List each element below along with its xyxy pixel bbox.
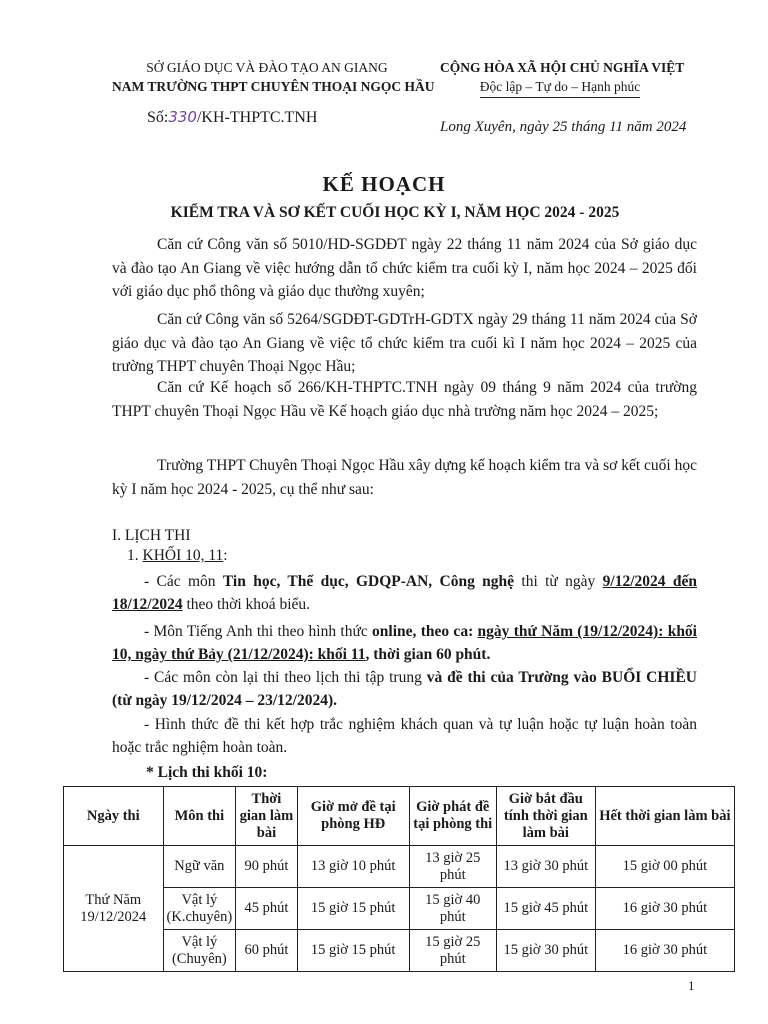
table-cell: 15 giờ 15 phút (297, 930, 409, 972)
document-number: Số:330/KH-THPTC.TNH (147, 108, 318, 126)
national-header (440, 58, 685, 98)
bullet-subjects: - Các môn Tin học, Thể dục, GDQP-AN, Công nghệ thi từ ngày 9/12/2024 đến 18/12/2024 theo thời khoá biểu. (112, 573, 698, 613)
table-cell: 90 phút (236, 846, 298, 888)
header-cell: Giờ phát đề tại phòng thi (409, 787, 496, 846)
basis-paragraph-3: Căn cứ Kế hoạch số 266/KH-THPTC.TNH ngày 09 tháng 9 năm 2024 của trường THPT chuyên Thoại Ngọc Hầu về Kế hoạch giáo dục nhà trường năm học 2024 – 2025; (112, 379, 697, 420)
table-cell: 16 giờ 30 phút (595, 888, 734, 930)
table-cell: 13 giờ 10 phút (297, 846, 409, 888)
section-heading: I. LỊCH THI (112, 527, 191, 544)
handwritten-number: 330 (168, 108, 197, 126)
header-cell: Hết thời gian làm bài (595, 787, 734, 846)
document-title: KẾ HOẠCH (322, 172, 446, 196)
table-cell: 13 giờ 30 phút (496, 846, 595, 888)
header-cell: Giờ mở đề tại phòng HĐ (297, 787, 409, 846)
department-name: SỞ GIÁO DỤC VÀ ĐÀO TẠO AN GIANG (146, 60, 388, 75)
table-row (64, 888, 735, 930)
school-name: NAM TRƯỜNG THPT CHUYÊN THOẠI NGỌC HẦU (112, 79, 435, 94)
table-cell: 45 phút (236, 888, 298, 930)
table-header-row (64, 787, 735, 846)
basis-paragraph-2: Căn cứ Công văn số 5264/SGDĐT-GDTrH-GDTX ngày 29 tháng 11 năm 2024 của Sở giáo dục và đào tạo An Giang về việc tổ chức kiểm tra cuối kì I năm học 2024 – 2025 của trường THPT chuyên Thoại Ngọc Hầu; (112, 311, 697, 375)
table-cell: 60 phút (236, 930, 298, 972)
header-cell: Ngày thi (64, 787, 164, 846)
bullet-remaining: - Các môn còn lại thi theo lịch thi tập trung và đề thi của Trường vào BUỔI CHIỀU (từ ngày 19/12/2024 – 23/12/2024). (112, 669, 697, 709)
table-cell: Vật lý (Chuyên) (163, 930, 236, 972)
table-cell: 15 giờ 45 phút (496, 888, 595, 930)
bullet-format: - Hình thức đề thi kết hợp trắc nghiệm khách quan và tự luận hoặc tự luận hoàn toàn hoặc trắc nghiệm hoàn toàn. (112, 716, 697, 756)
table-row (64, 846, 735, 888)
subsection-heading: 1. KHỐI 10, 11: (127, 547, 228, 564)
exam-date-cell: Thứ Năm 19/12/2024 (64, 846, 164, 972)
table-cell: 13 giờ 25 phút (409, 846, 496, 888)
table-cell: 15 giờ 00 phút (595, 846, 734, 888)
header-cell: Môn thi (163, 787, 236, 846)
schedule-label: * Lịch thi khối 10: (146, 764, 268, 781)
table-cell: 15 giờ 30 phút (496, 930, 595, 972)
issue-date: Long Xuyên, ngày 25 tháng 11 năm 2024 (440, 119, 687, 135)
national-motto: Độc lập – Tự do – Hạnh phúc (480, 77, 640, 98)
issuer-header (112, 58, 435, 96)
basis-paragraph-1: Căn cứ Công văn số 5010/HD-SGDĐT ngày 22 tháng 11 năm 2024 của Sở giáo dục và đào tạo An Giang về việc hướng dẫn tổ chức kiểm tra cuối kỳ I, năm học 2024 – 2025 đối với giáo dục phổ thông và giáo dục thường xuyên; (112, 236, 697, 300)
country-name: CỘNG HÒA XÃ HỘI CHỦ NGHĨA VIỆT (440, 60, 685, 75)
table-cell: 15 giờ 15 phút (297, 888, 409, 930)
intro-paragraph: Trường THPT Chuyên Thoại Ngọc Hầu xây dựng kế hoạch kiểm tra và sơ kết cuối học kỳ I năm học 2024 - 2025, cụ thể như sau: (112, 457, 697, 498)
bullet-english: - Môn Tiếng Anh thi theo hình thức online, theo ca: ngày thứ Năm (19/12/2024): khối 10, ngày thứ Bảy (21/12/2024): khối 11, thời gian 60 phút. (112, 623, 697, 663)
exam-schedule-table (63, 786, 735, 972)
table-cell: 16 giờ 30 phút (595, 930, 734, 972)
document-subtitle: KIỂM TRA VÀ SƠ KẾT CUỐI HỌC KỲ I, NĂM HỌC 2024 - 2025 (170, 204, 620, 221)
header-cell: Thời gian làm bài (236, 787, 298, 846)
page-number: 1 (688, 978, 695, 993)
table-cell: 15 giờ 40 phút (409, 888, 496, 930)
table-cell: Vật lý (K.chuyên) (163, 888, 236, 930)
table-cell: Ngữ văn (163, 846, 236, 888)
table-cell: 15 giờ 25 phút (409, 930, 496, 972)
header-cell: Giờ bắt đầu tính thời gian làm bài (496, 787, 595, 846)
table-row (64, 930, 735, 972)
